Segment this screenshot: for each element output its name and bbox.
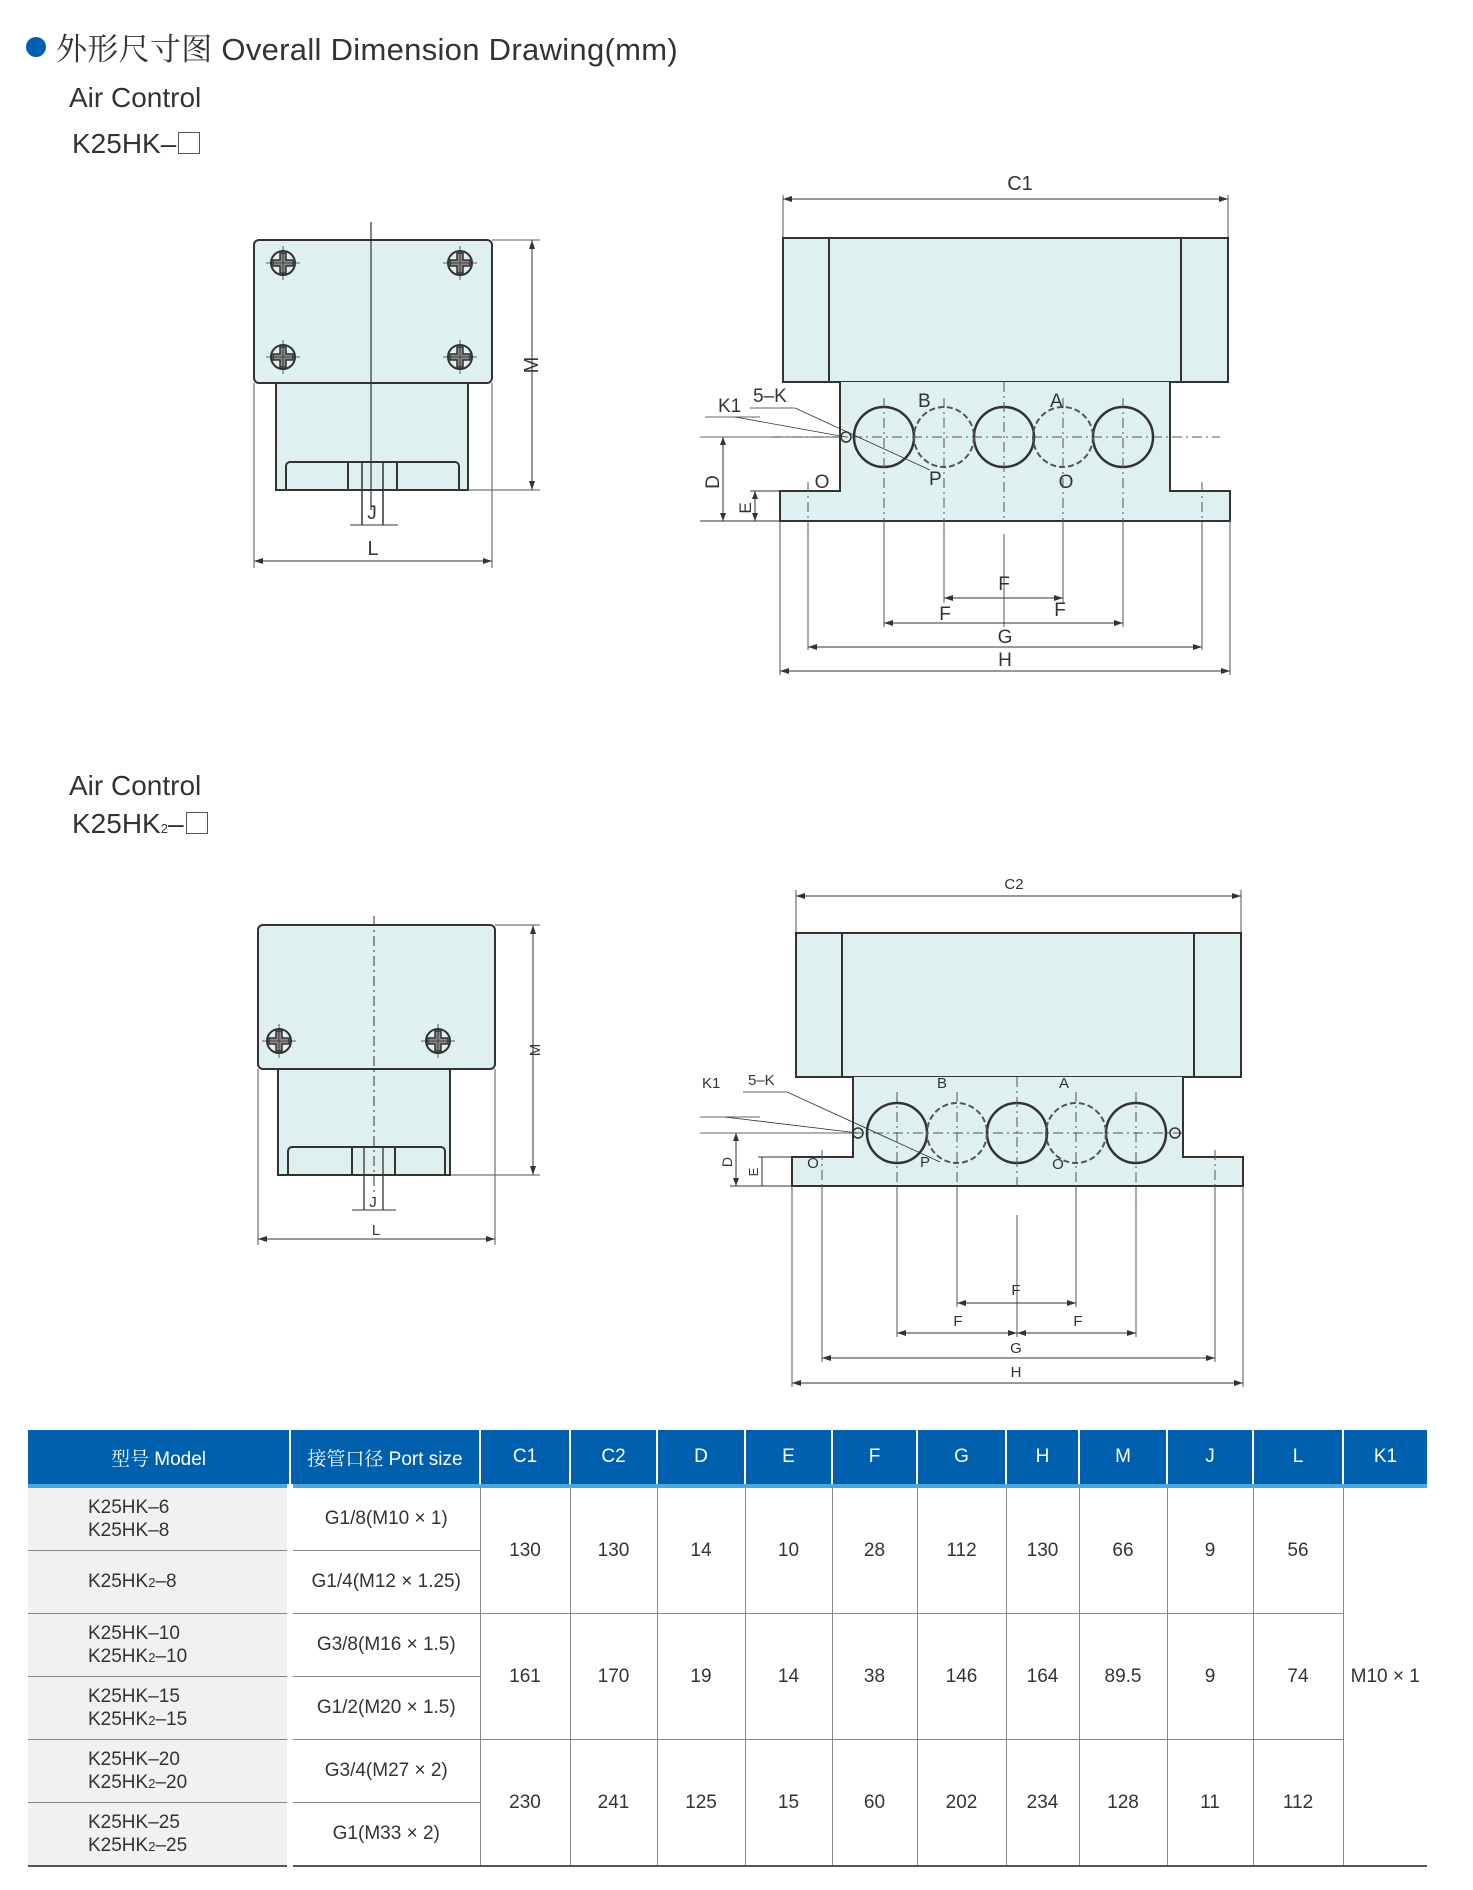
section1-model-text: K25HK– bbox=[72, 128, 177, 159]
section2-label: Air Control bbox=[69, 770, 202, 801]
dim-label-f-center: F bbox=[1011, 1282, 1021, 1299]
section2-model-suffix: – bbox=[167, 808, 184, 839]
e-cell: 14 bbox=[745, 1614, 832, 1740]
bullet-icon bbox=[26, 37, 46, 57]
e-cell: 15 bbox=[745, 1740, 832, 1867]
model-name: K25HK–20 bbox=[88, 1748, 180, 1770]
model-name: K25HK2–15 bbox=[88, 1708, 188, 1730]
model-name: K25HK–25 bbox=[88, 1811, 180, 1833]
model-cell bbox=[28, 1614, 290, 1677]
section2-model-prefix: K25HK bbox=[72, 808, 161, 839]
dim-label-l: L bbox=[371, 1222, 381, 1239]
model-name: K25HK2–25 bbox=[88, 1834, 188, 1856]
port-size-cell: G1(M33 × 2) bbox=[290, 1803, 480, 1867]
page-title bbox=[26, 24, 678, 69]
f-cell: 60 bbox=[832, 1740, 917, 1867]
dim-label-l: L bbox=[367, 538, 379, 560]
c1-cell: 230 bbox=[480, 1740, 570, 1867]
port-label-a: A bbox=[1059, 1075, 1070, 1092]
header-port-size: 接管口径 Port size bbox=[290, 1430, 480, 1486]
d-cell: 19 bbox=[657, 1614, 745, 1740]
m-cell: 89.5 bbox=[1079, 1614, 1167, 1740]
f-cell: 38 bbox=[832, 1614, 917, 1740]
c2-cell: 130 bbox=[570, 1486, 657, 1614]
g-cell: 202 bbox=[917, 1740, 1006, 1867]
header-g: G bbox=[917, 1430, 1006, 1486]
model-name: K25HK–10 bbox=[88, 1622, 180, 1644]
section1-front-view-drawing bbox=[700, 170, 1260, 671]
port-label-o-left: O bbox=[807, 1155, 819, 1172]
dim-label-f-right: F bbox=[1073, 1313, 1083, 1330]
c1-cell: 130 bbox=[480, 1486, 570, 1614]
c2-cell: 170 bbox=[570, 1614, 657, 1740]
port-label-o-right: O bbox=[1052, 1156, 1064, 1173]
section1-side-view-drawing bbox=[240, 210, 580, 590]
header-c2: C2 bbox=[570, 1430, 657, 1486]
callout-k1: K1 bbox=[718, 396, 742, 417]
dimension-spec-table bbox=[28, 1430, 1427, 1867]
e-cell: 10 bbox=[745, 1486, 832, 1614]
dim-label-j: J bbox=[367, 503, 377, 524]
port-size-cell: G1/2(M20 × 1.5) bbox=[290, 1677, 480, 1740]
dim-label-c2: C2 bbox=[1004, 876, 1024, 893]
dim-label-f-right: F bbox=[1054, 600, 1066, 621]
dim-label-g: G bbox=[1010, 1340, 1022, 1357]
port-size-cell: G3/8(M16 × 1.5) bbox=[290, 1614, 480, 1677]
m-cell: 128 bbox=[1079, 1740, 1167, 1867]
model-cell bbox=[28, 1803, 290, 1867]
port-size-cell: G1/8(M10 × 1) bbox=[290, 1486, 480, 1551]
model-name: K25HK–6 bbox=[88, 1497, 170, 1518]
model-placeholder-box-icon bbox=[186, 812, 208, 834]
c1-cell: 161 bbox=[480, 1614, 570, 1740]
port-label-a: A bbox=[1050, 391, 1063, 412]
model-name: K25HK–15 bbox=[88, 1685, 180, 1707]
header-e: E bbox=[745, 1430, 832, 1486]
dim-label-j: J bbox=[369, 1194, 377, 1211]
g-cell: 146 bbox=[917, 1614, 1006, 1740]
callout-5k: 5–K bbox=[748, 1072, 775, 1089]
table-row bbox=[28, 1486, 1427, 1551]
dim-label-h: H bbox=[1010, 1364, 1022, 1381]
l-cell: 112 bbox=[1253, 1740, 1343, 1867]
dim-label-e: E bbox=[746, 1167, 761, 1177]
l-cell: 74 bbox=[1253, 1614, 1343, 1740]
header-h: H bbox=[1006, 1430, 1079, 1486]
port-size-cell: G3/4(M27 × 2) bbox=[290, 1740, 480, 1803]
dim-label-h: H bbox=[998, 650, 1012, 671]
dim-label-f-left: F bbox=[953, 1313, 963, 1330]
header-d: D bbox=[657, 1430, 745, 1486]
header-l: L bbox=[1253, 1430, 1343, 1486]
table-row bbox=[28, 1614, 1427, 1677]
dim-label-m: M bbox=[527, 1043, 544, 1057]
model-cell bbox=[28, 1740, 290, 1803]
section2-front-view-drawing bbox=[700, 870, 1260, 1381]
header-m: M bbox=[1079, 1430, 1167, 1486]
table-row bbox=[28, 1740, 1427, 1803]
model-cell bbox=[28, 1486, 290, 1551]
port-label-o-left: O bbox=[814, 472, 830, 493]
g-cell: 112 bbox=[917, 1486, 1006, 1614]
port-size-cell: G1/4(M12 × 1.25) bbox=[290, 1551, 480, 1614]
dim-label-e: E bbox=[736, 502, 755, 514]
model-placeholder-box-icon bbox=[178, 132, 200, 154]
header-k1: K1 bbox=[1343, 1430, 1427, 1486]
header-f: F bbox=[832, 1430, 917, 1486]
section2-model-sub: 2 bbox=[160, 821, 168, 836]
k1-cell: M10 × 1 bbox=[1343, 1486, 1427, 1866]
page-title-text: 外形尺寸图 Overall Dimension Drawing(mm) bbox=[56, 32, 678, 67]
section1-label: Air Control bbox=[69, 82, 202, 113]
h-cell: 164 bbox=[1006, 1614, 1079, 1740]
h-cell: 130 bbox=[1006, 1486, 1079, 1614]
port-label-p: P bbox=[920, 1154, 931, 1171]
table-header-row bbox=[28, 1430, 1427, 1486]
j-cell: 11 bbox=[1167, 1740, 1253, 1867]
port-label-b: B bbox=[918, 391, 931, 412]
dim-label-m: M bbox=[521, 356, 543, 374]
dim-label-f-left: F bbox=[939, 604, 951, 625]
d-cell: 125 bbox=[657, 1740, 745, 1867]
f-cell: 28 bbox=[832, 1486, 917, 1614]
dim-label-c1: C1 bbox=[1007, 173, 1033, 195]
port-label-o-right: O bbox=[1058, 472, 1074, 493]
model-name: K25HK–8 bbox=[88, 1520, 170, 1541]
section2-side-view-drawing bbox=[240, 910, 580, 1270]
port-label-b: B bbox=[937, 1075, 948, 1092]
section2-model bbox=[72, 808, 208, 840]
model-cell: K25HK2–8 bbox=[28, 1551, 290, 1614]
port-label-p: P bbox=[929, 469, 942, 490]
j-cell: 9 bbox=[1167, 1486, 1253, 1614]
dim-label-g: G bbox=[997, 627, 1013, 648]
section1-model bbox=[72, 128, 200, 160]
header-model: 型号 Model bbox=[28, 1430, 290, 1486]
m-cell: 66 bbox=[1079, 1486, 1167, 1614]
model-cell bbox=[28, 1677, 290, 1740]
callout-5k: 5–K bbox=[753, 386, 787, 407]
d-cell: 14 bbox=[657, 1486, 745, 1614]
dim-label-d: D bbox=[719, 1156, 735, 1168]
j-cell: 9 bbox=[1167, 1614, 1253, 1740]
l-cell: 56 bbox=[1253, 1486, 1343, 1614]
model-name: K25HK2–10 bbox=[88, 1645, 188, 1667]
h-cell: 234 bbox=[1006, 1740, 1079, 1867]
dim-label-f-center: F bbox=[998, 574, 1010, 595]
header-j: J bbox=[1167, 1430, 1253, 1486]
callout-k1: K1 bbox=[702, 1075, 721, 1092]
dim-label-d: D bbox=[703, 475, 724, 489]
c2-cell: 241 bbox=[570, 1740, 657, 1867]
header-c1: C1 bbox=[480, 1430, 570, 1486]
model-name: K25HK2–20 bbox=[88, 1771, 188, 1793]
